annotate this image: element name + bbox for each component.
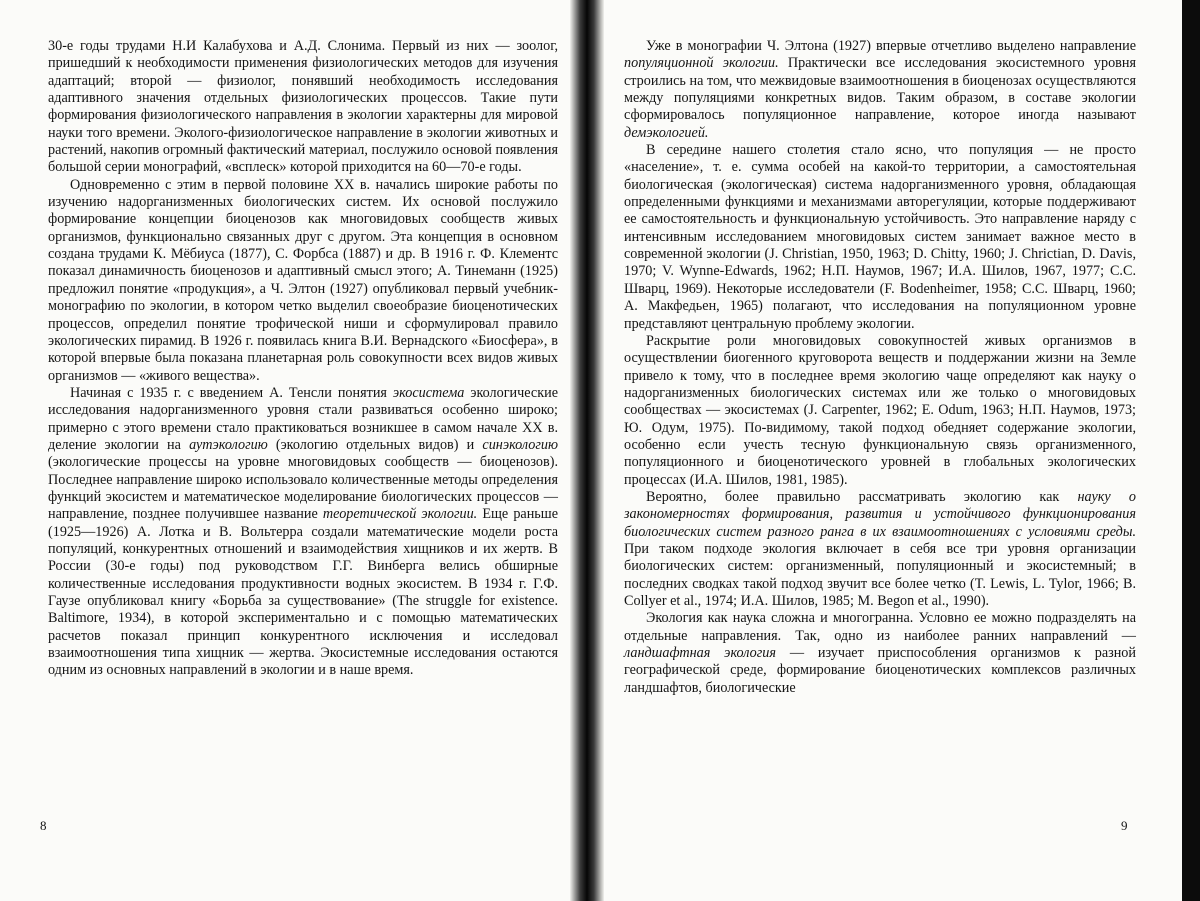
text-run: В середине нашего столетия стало ясно, что популяция — не просто «население», т. е. сумма особей на какой-то территории, а самостоятельная биологическая (экологическая) система надорганизменного уровня, обладающая определенными функциями и механизмами авторегуляции, которые поддерживают ее самостоятельность и функциональную устойчивость. Это направление наряду с интенсивным исследованием многовидовых систем занимает важное место в современной экологии (J. Christian, 1950, 1963; D. Chitty, 1960; J. Chrictian, D. Davis, 1970; V. Wynne-Edwards, 1962; Н.П. Наумов, 1967; И.А. Шилов, 1967, 1977; С.С. Шварц, 1969). Некоторые исследователи (F. Bodenheimer, 1958; С.С. Шварц, 1960; А. Макфедьен, 1965) полагают, что исследования на популяционном уровне представляют центральную проблему экологии. xyxy=(624,142,1136,332)
text-run: Вероятно, более правильно рассматривать экологию как xyxy=(646,488,1078,505)
page-edge-shadow xyxy=(1182,0,1200,901)
italic-term: аутэкологию xyxy=(189,436,268,453)
text-run: — изучает приспособления организмов к разной географической среде, формирование биоценотических комплексов различных ландшафтов, биологические xyxy=(624,645,1136,696)
paragraph xyxy=(48,177,558,385)
paragraph xyxy=(624,38,1136,142)
text-run: (экологические процессы на уровне многовидовых сообществ — биоценозов). Последнее направление широко использовало количественные методы определения функций экосистем и математическое моделирование биологических процессов — направление, позднее получившее название xyxy=(48,454,558,523)
paragraph xyxy=(48,38,558,177)
text-run: При таком подходе экология включает в себя все три уровня организации биологических систем: организменный, популяционный и экосистемный; в последних сводках такой подход звучит все более четко (T. Lewis, L. Tylor, 1966; B. Collyer et al., 1974; И.А. Шилов, 1985; M. Begon et al., 1990). xyxy=(624,540,1136,609)
text-run: Уже в монографии Ч. Элтона (1927) впервые отчетливо выделено направление xyxy=(646,38,1136,54)
italic-term: науку о закономерностях формирования, развития и устойчивого функционирования биологических систем разного ранга в их взаимоотношениях с условиями среды. xyxy=(624,488,1136,540)
text-run: (экологию отдельных видов) и xyxy=(267,436,483,453)
paragraph xyxy=(624,333,1136,489)
paragraph xyxy=(624,489,1136,610)
paragraph xyxy=(624,142,1136,333)
text-run: Экология как наука сложна и многогранна. Условно ее можно подразделять на отдельные направления. Так, одно из наиболее ранних направлений — xyxy=(624,610,1136,644)
text-run: Одновременно с этим в первой половине XX в. начались широкие работы по изучению надорганизменных биологических систем. Их основой послужило формирование концепции биоценозов как многовидовых сообществ живых организмов, функционально связанных друг с другом. Эта концепция в основном создана трудами К. Мёбиуса (1877), С. Форбса (1887) и др. В 1916 г. Ф. Клементс показал динамичность биоценозов и адаптивный смысл этого; А. Тинеманн (1925) предложил понятие «продукция», а Ч. Элтон (1927) опубликовал первый учебник-монографию по экологии, в котором четко выделил своеобразие биоценотических процессов, определил понятие трофической ниши и сформулировал правило экологических пирамид. В 1926 г. появилась книга В.И. Вернадского «Биосфера», в которой впервые была показана планетарная роль совокупности всех видов живых организмов — «живого вещества». xyxy=(48,176,558,384)
italic-term: популяционной экологии. xyxy=(624,55,779,72)
italic-term: экосистема xyxy=(392,384,465,401)
text-run: Еще раньше (1925—1926) А. Лотка и В. Вольтерра создали математические модели роста популяций, конкурентных отношений и взаимодействия хищников и их жертв. В России (30-е годы) под руководством Г.Г. Винберга велись обширные количественные исследования продуктивности водных экосистем. В 1934 г. Г.Ф. Гаузе опубликовал книгу «Борьба за существование» (The struggle for existence. Baltimore, 1934), в которой экспериментально и с помощью математических расчетов показал принцип конкурентного исключения и исследовал взаимоотношения типа хищник — жертва. Экосистемные исследования остаются одним из основных направлений в экологии и в наше время. xyxy=(48,506,558,679)
paragraph xyxy=(624,610,1136,697)
book-gutter xyxy=(570,0,604,901)
italic-term: синэкологию xyxy=(482,436,558,453)
right-page-text xyxy=(624,38,1136,697)
italic-term: теоретической экологии. xyxy=(322,506,478,523)
text-run: Раскрытие роли многовидовых совокупностей живых организмов в осуществлении биогенного круговорота веществ и поддержании жизни на Земле привело к тому, что в последнее время экологию чаще определяют как науку о надорганизменных биологических системах или же только о многовидовых сообществах — экосистемах (J. Carpenter, 1962; E. Odum, 1963; Н.П. Наумов, 1973; Ю. Одум, 1975). По-видимому, такой подход обедняет содержание экологии, особенно если учесть тесную функциональную связь организменного, популяционного и биоценотического уровней в глобальных экологических процессах (И.А. Шилов, 1981, 1985). xyxy=(624,332,1136,488)
italic-term: демэкологией. xyxy=(624,124,709,141)
text-run: Практически все исследования экосистемного уровня строились на том, что межвидовые взаимоотношения в биоценозах осуществляются между популяциями конкретных видов. Таким образом, в составе экологии сформировалось популяционное направление, которое иногда называют xyxy=(624,55,1137,124)
italic-term: ландшафтная экология xyxy=(624,645,776,662)
paragraph xyxy=(48,385,558,680)
page-number: 8 xyxy=(40,818,47,833)
text-run: 30-е годы трудами Н.И Калабухова и А.Д. Слонима. Первый из них — зоолог, пришедший к необходимости применения физиологических методов для изучения адаптаций; второй — физиолог, понявший необходимость исследования адаптивного значения отдельных физиологических процессов. Такие пути формирования физиологического направления в экологии характерны для мировой науки того времени. Эколого-физиологическое направление в экологии животных и растений, накопив огромный фактический материал, послужило основой появления большой серии монографий, «всплеск» которой приходится на 60—70-е годы. xyxy=(48,38,558,176)
left-page-text xyxy=(48,38,558,680)
page-number: 9 xyxy=(1121,818,1128,833)
text-run: экологические исследования надорганизменного уровня стали развиваться особенно широко; примерно с этого времени стало практиковаться возникшее в самом начале XX в. деление экологии на xyxy=(48,384,558,453)
text-run: Начиная с 1935 г. с введением А. Тенсли понятия xyxy=(70,384,393,401)
